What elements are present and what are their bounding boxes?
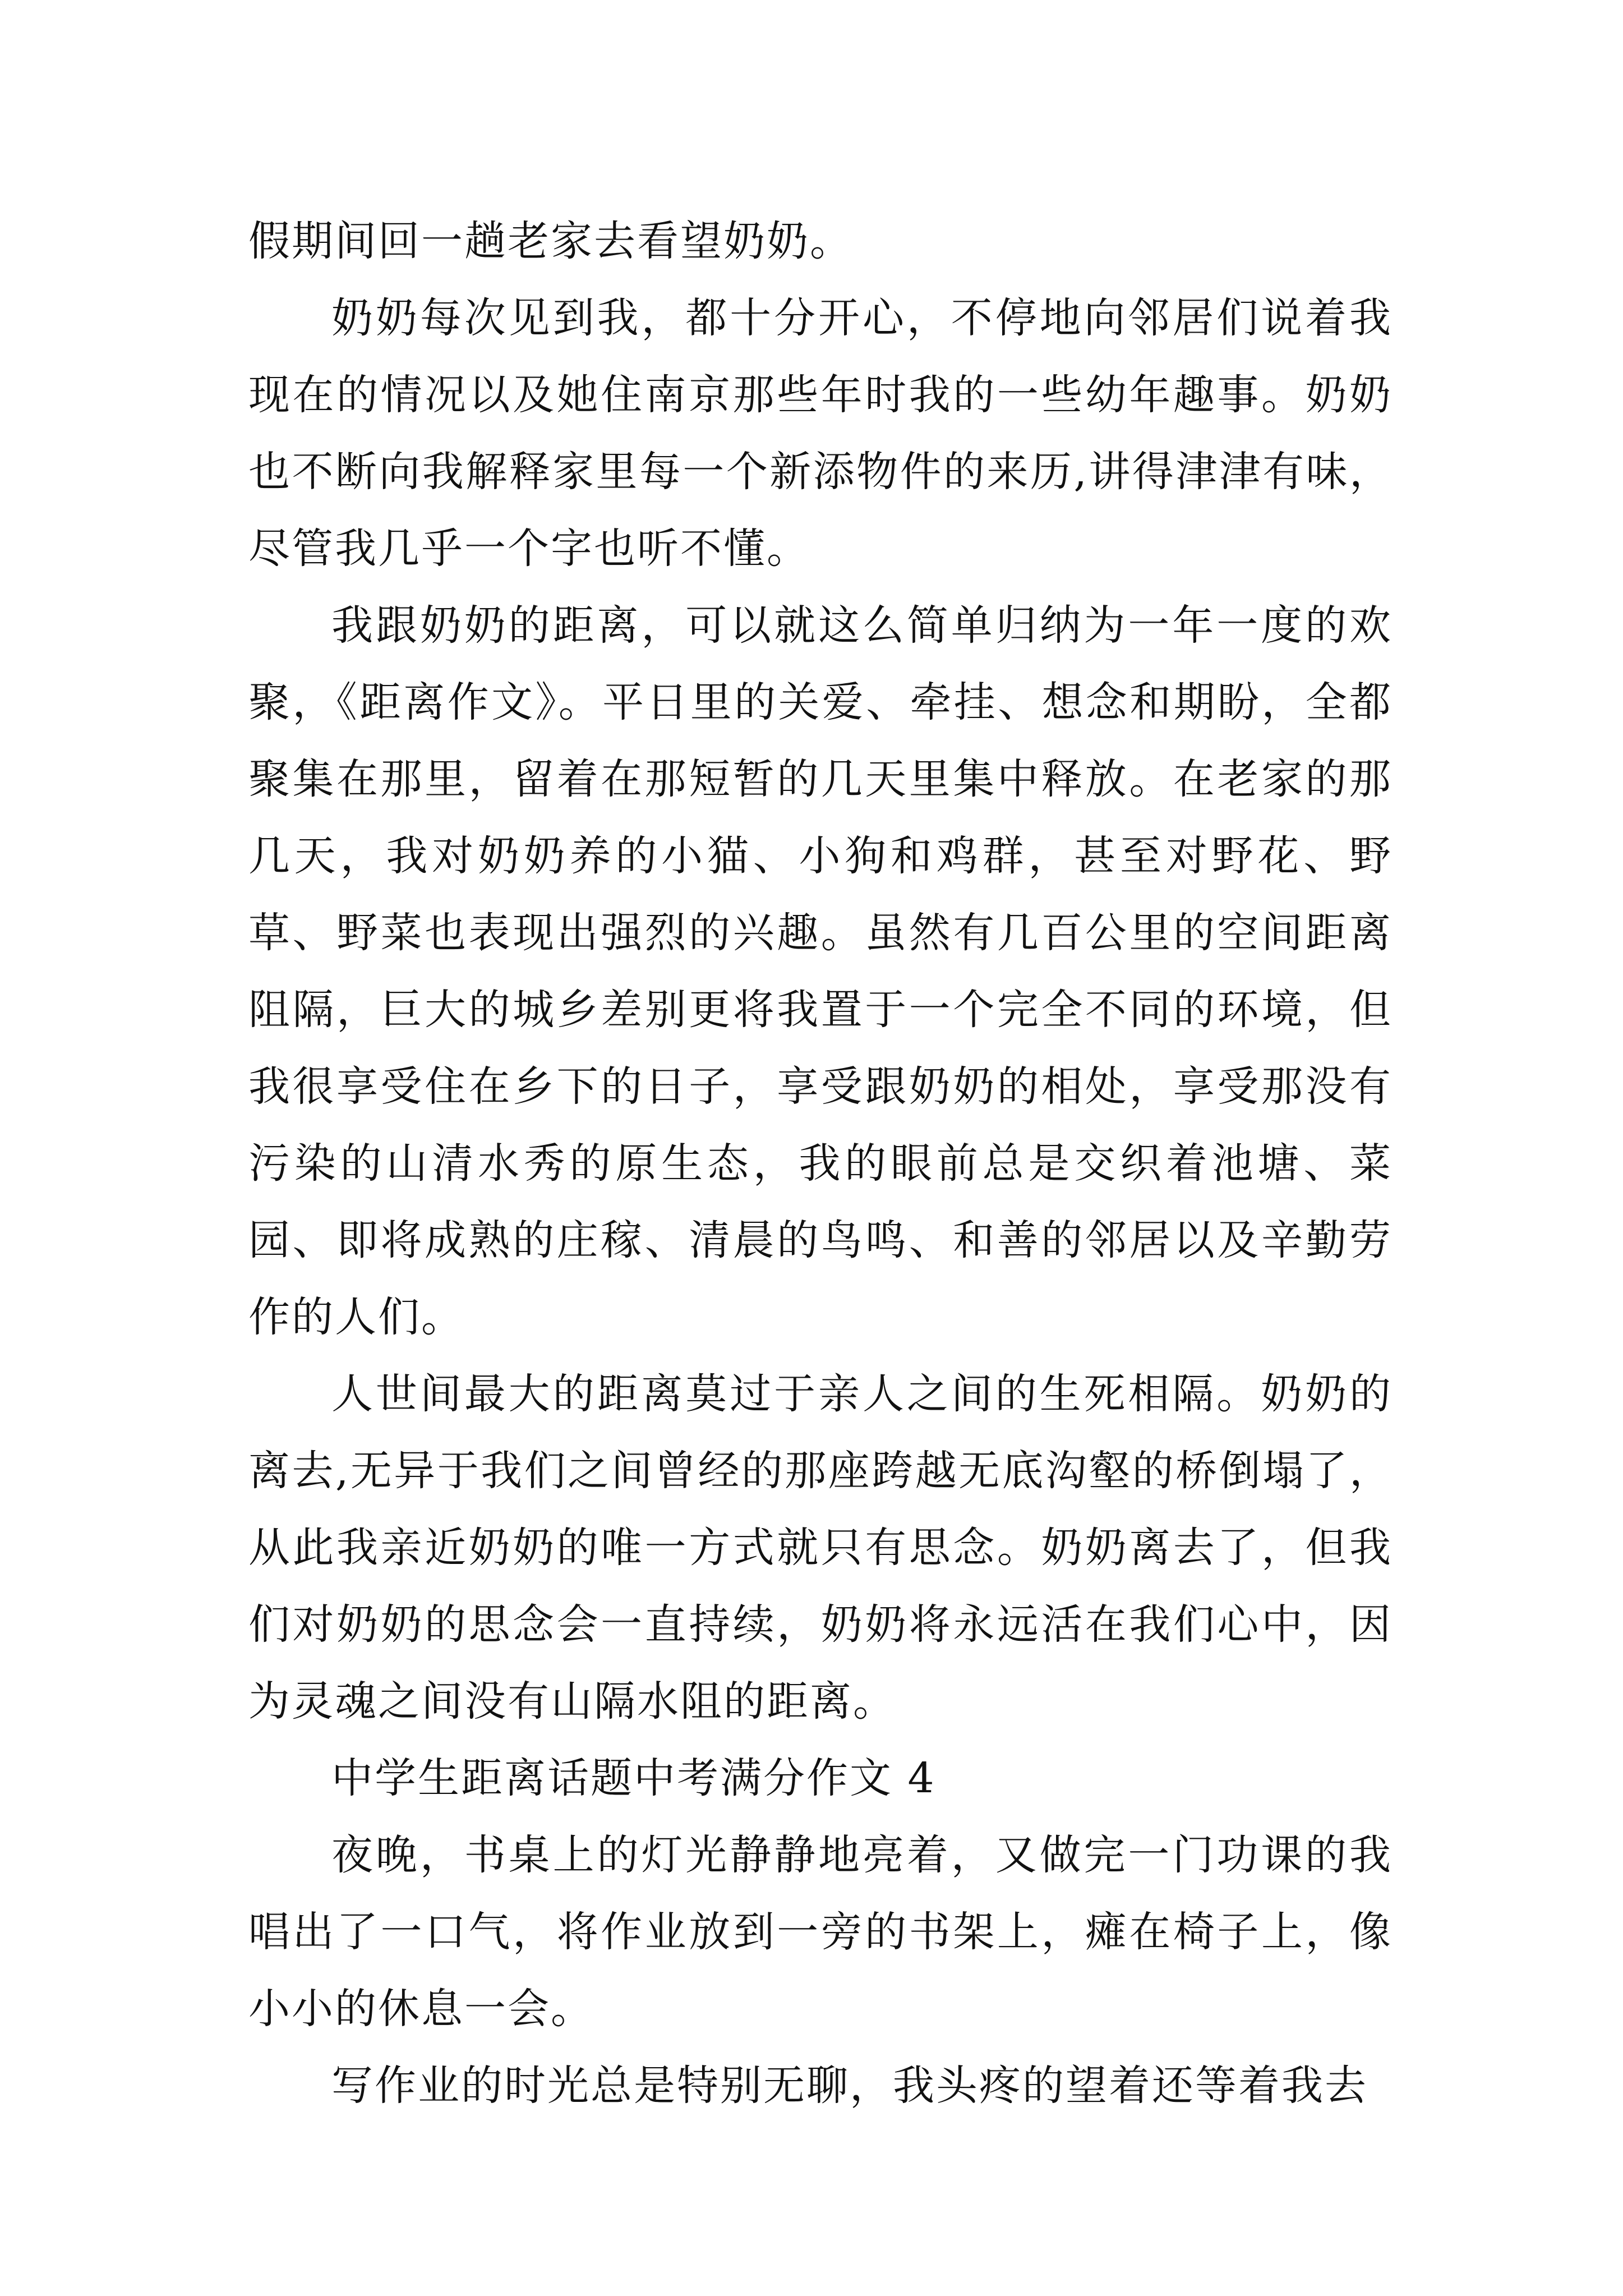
paragraph-5: 夜晚，书桌上的灯光静静地亮着，又做完一门功课的我唱出了一口气，将作业放到一旁的书架上，瘫在椅子上，像小小的休息一会。 [248, 1831, 1393, 2033]
document-body [248, 203, 1393, 2124]
paragraph-1: 假期间回一趟老家去看望奶奶。 [248, 217, 853, 265]
paragraph-3: 我跟奶奶的距离，可以就这么简单归纳为一年一度的欢聚，《距离作文》。平日里的关爱、牵挂、想念和期盼，全都聚集在那里，留着在那短暂的几天里集中释放。在老家的那几天，我对奶奶养的小猫、小狗和鸡群，甚至对野花、野草、野菜也表现出强烈的兴趣。虽然有几百公里的空间距离阻隔，巨大的城乡差别更将我置于一个完全不同的环境，但我很享受住在乡下的日子，享受跟奶奶的相处，享受那没有污染的山清水秀的原生态，我的眼前总是交织着池塘、菜园、即将成熟的庄稼、清晨的鸟鸣、和善的邻居以及辛勤劳作的人们。 [248, 601, 1393, 1341]
paragraph-6: 写作业的时光总是特别无聊，我头疼的望着还等着我去 [331, 2062, 1368, 2110]
paragraph-2: 奶奶每次见到我，都十分开心，不停地向邻居们说着我现在的情况以及她住南京那些年时我的一些幼年趣事。奶奶也不断向我解释家里每一个新添物件的来历,讲得津津有味，尽管我几乎一个字也听不懂。 [248, 294, 1393, 573]
paragraph-4: 人世间最大的距离莫过于亲人之间的生死相隔。奶奶的离去,无异于我们之间曾经的那座跨越无底沟壑的桥倒塌了，从此我亲近奶奶的唯一方式就只有思念。奶奶离去了，但我们对奶奶的思念会一直持续，奶奶将永远活在我们心中，因为灵魂之间没有山隔水阻的距离。 [248, 1370, 1393, 1726]
section-heading: 中学生距离话题中考满分作文 4 [331, 1754, 936, 1802]
